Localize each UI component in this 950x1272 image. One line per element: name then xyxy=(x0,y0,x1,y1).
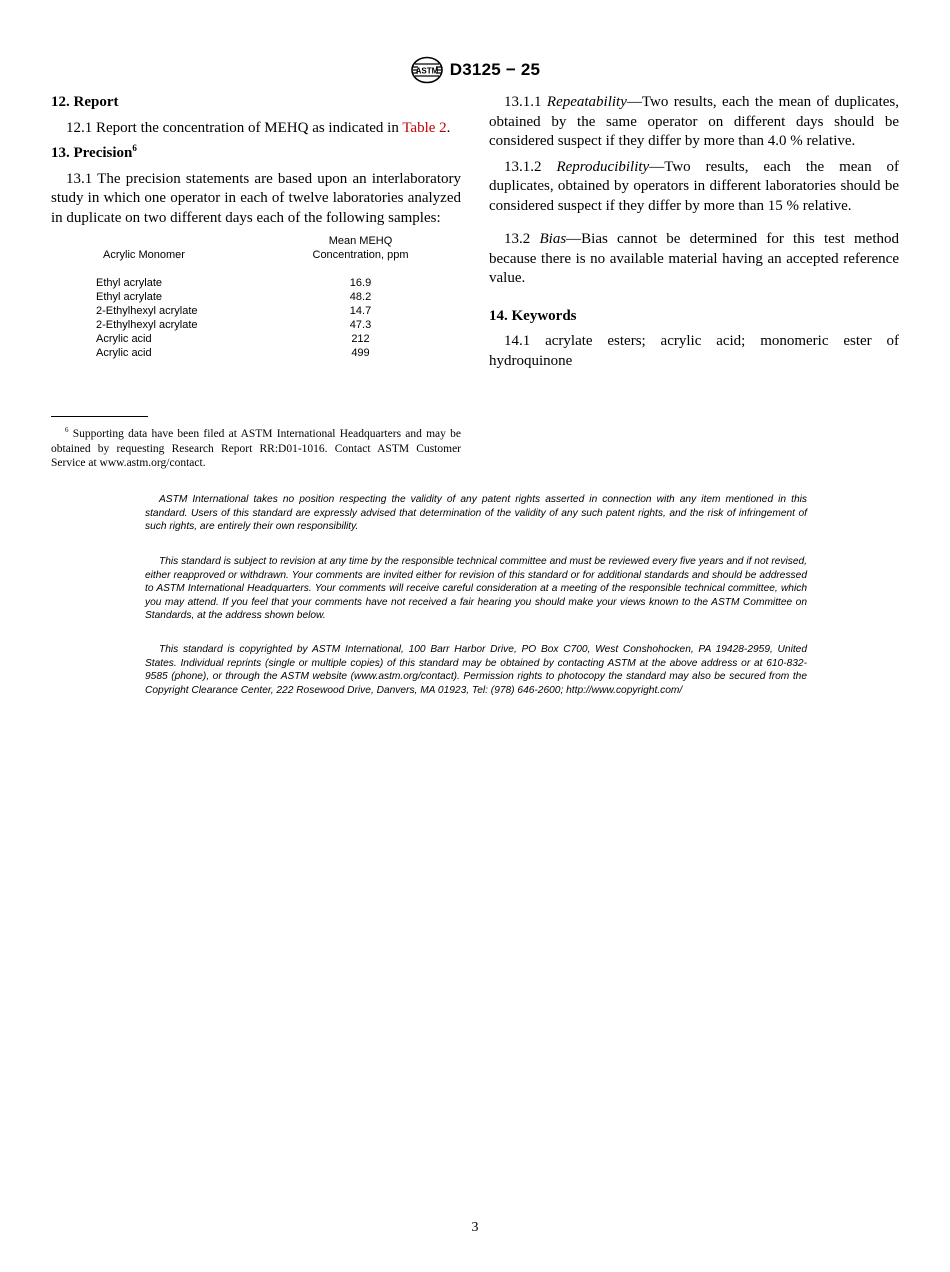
section-13-heading-text: 13. Precision xyxy=(51,145,133,161)
paragraph-13-1-2-number: 13.1.2 xyxy=(504,158,557,175)
revision-notice: This standard is subject to revision at any time by the responsible technical committee and must be reviewed every five years and if not revised, either reapproved or withdrawn. Your comments are invited either for revision of this standard or for additional standards and should be addressed to ASTM International Headquarters. Your comments will receive careful consideration at a meeting of the responsible technical committee, which you may attend. If you feel that your comments have not received a fair hearing you should make your views known to the ASTM Committee on Standards, at the address shown below. xyxy=(145,556,807,622)
repeatability-term: Repeatability xyxy=(546,94,627,110)
table-row xyxy=(96,290,418,304)
astm-logo xyxy=(410,56,444,84)
paragraph-13-1-1 xyxy=(489,93,899,152)
paragraph-14-1: 14.1 acrylate esters; acrylic acid; monomeric ester of hydroquinone xyxy=(489,333,899,369)
paragraph-13-1-2-text: —Two results, each the mean of duplicates, obtained by operators in different laboratories should be considered suspect if they differ by more than 15 % relative. xyxy=(489,158,900,214)
table-row xyxy=(96,276,418,290)
table-header-concentration xyxy=(303,234,418,262)
bias-term: Bias xyxy=(539,231,567,247)
monomer-cell: Ethyl acrylate xyxy=(96,277,163,289)
footnote-6-marker[interactable]: 6 xyxy=(132,143,137,153)
monomer-cell: 2-Ethylhexyl acrylate xyxy=(96,319,198,331)
concentration-cell: 212 xyxy=(351,333,370,345)
concentration-cell: 499 xyxy=(351,347,370,359)
concentration-cell: 47.3 xyxy=(349,319,372,331)
concentration-cell: 16.9 xyxy=(349,277,372,289)
patent-notice: ASTM International takes no position respecting the validity of any patent rights asserted in connection with any item mentioned in this standard. Users of this standard are expressly advised that determination of the validity of any such patent rights, and the risk of infringement of such rights, are entirely their own responsibility. xyxy=(145,494,807,533)
concentration-cell: 14.7 xyxy=(349,305,372,317)
paragraph-13-1: 13.1 The precision statements are based upon an interlaboratory study in which one operator in each of twelve laboratories analyzed in duplicate on two different days each of the following samples: xyxy=(51,170,461,226)
footnote-6-text: Supporting data have been filed at ASTM International Headquarters and may be obtained by requesting Research Report RR:D01-1016. Contact ASTM Customer Service at www.astm.org/contact. xyxy=(51,428,461,469)
svg-text:ASTM: ASTM xyxy=(415,66,439,76)
monomer-cell: Acrylic acid xyxy=(96,347,152,359)
table-header-concentration-line2: Concentration, ppm xyxy=(312,249,409,261)
section-12-heading: 12. Report xyxy=(51,94,119,110)
paragraph-13-1-1-number: 13.1.1 xyxy=(504,94,547,110)
paragraph-12-1 xyxy=(51,119,461,139)
table-2-link[interactable]: Table 2 xyxy=(402,119,447,136)
table-row xyxy=(96,332,418,346)
right-column xyxy=(489,93,899,377)
table-row xyxy=(96,304,418,318)
concentration-cell: 48.2 xyxy=(349,291,372,303)
footnote-6-number: 6 xyxy=(65,426,69,435)
paragraph-13-1-1-text: —Two results, each the mean of duplicates, obtained by the same operator on different days should be considered suspect if they differ by more than 4.0 % relative. xyxy=(489,94,900,149)
precision-samples-table xyxy=(96,234,418,360)
table-header-concentration-line1: Mean MEHQ xyxy=(328,235,393,247)
paragraph-12-1-end: . xyxy=(446,119,451,136)
paragraph-13-2-number: 13.2 xyxy=(504,231,540,247)
paragraph-13-1-2 xyxy=(489,158,899,217)
table-row xyxy=(96,346,418,360)
footnote-6 xyxy=(51,427,461,471)
section-14-heading: 14. Keywords xyxy=(489,307,577,324)
page-number: 3 xyxy=(471,1220,479,1235)
page-header xyxy=(0,55,950,85)
monomer-cell: 2-Ethylhexyl acrylate xyxy=(96,305,198,317)
paragraph-13-2 xyxy=(489,230,899,289)
copyright-notice: This standard is copyrighted by ASTM International, 100 Barr Harbor Drive, PO Box C700, West Conshohocken, PA 19428-2959, United States. Individual reprints (single or multiple copies) of this standard may be obtained by contacting ASTM at the above address or at 610-832-9585 (phone), or through the ASTM website (www.astm.org/contact). Permission rights to photocopy the standard may also be secured from the Copyright Clearance Center, 222 Rosewood Drive, Danvers, MA 01923, Tel: (978) 646-2600; http://www.copyright.com/ xyxy=(145,644,807,696)
table-header-monomer: Acrylic Monomer xyxy=(103,249,185,261)
section-13-heading xyxy=(51,144,461,164)
table-row xyxy=(96,318,418,332)
footnote-divider xyxy=(51,416,148,417)
paragraph-13-2-text: —Bias cannot be determined for this test method because there is no available material having an accepted reference value. xyxy=(489,231,900,286)
paragraph-12-1-text: 12.1 Report the concentration of MEHQ as indicated in xyxy=(66,119,403,136)
reproducibility-term: Reproducibility xyxy=(556,158,650,175)
monomer-cell: Ethyl acrylate xyxy=(96,291,163,303)
left-column xyxy=(51,93,461,360)
document-designation: D3125 − 25 xyxy=(449,60,541,79)
monomer-cell: Acrylic acid xyxy=(96,333,152,345)
